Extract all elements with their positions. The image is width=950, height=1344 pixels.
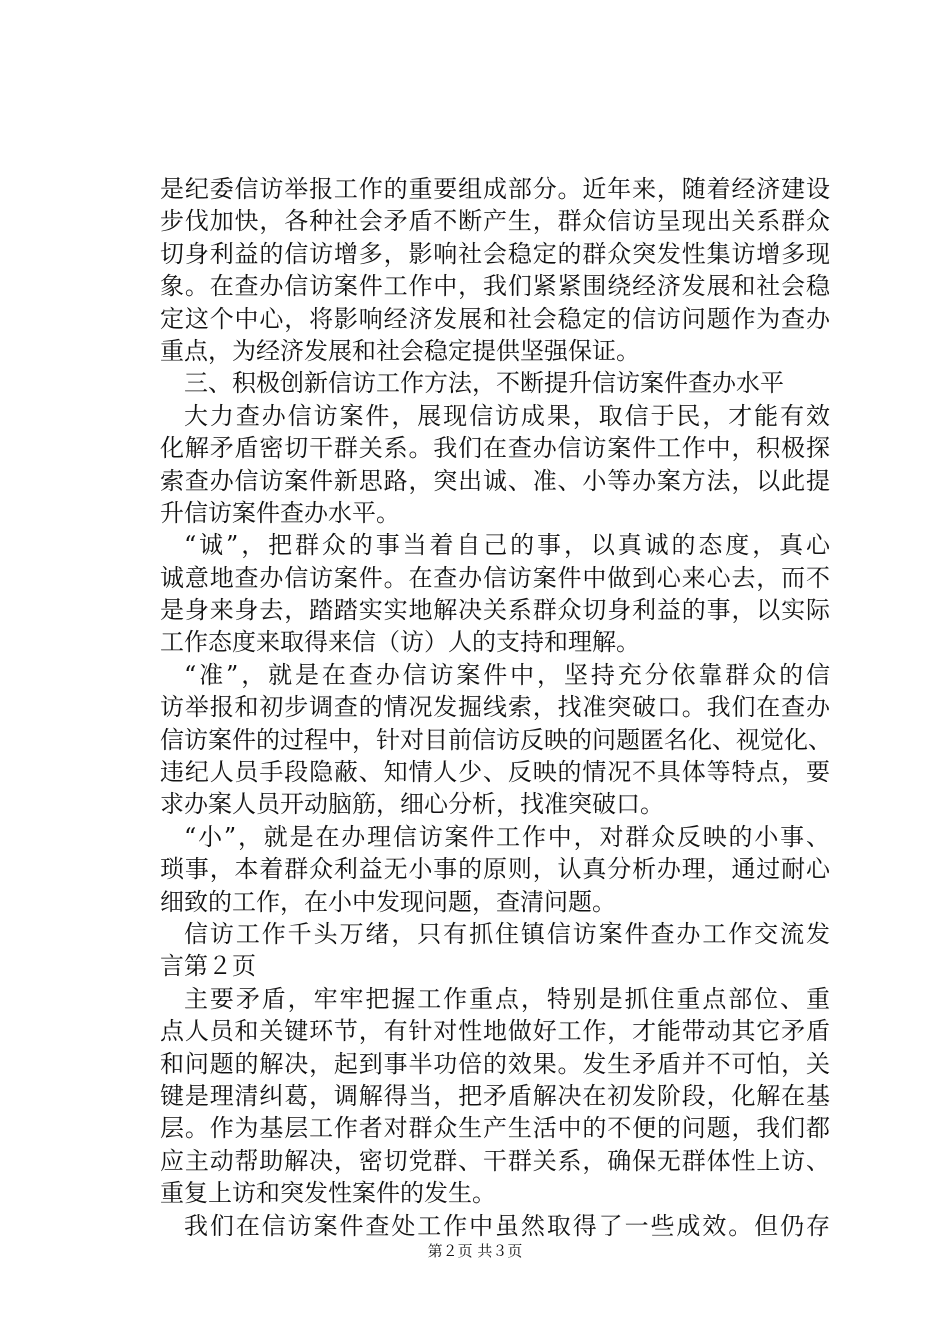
text-line: 是身来身去，踏踏实实地解决关系群众切身利益的事，以实际 bbox=[160, 596, 830, 625]
text-line: “诚”，把群众的事当着自己的事，以真诚的态度，真心 bbox=[184, 531, 830, 560]
text-line: 诚意地查办信访案件。在查办信访案件中做到心来心去，而不 bbox=[160, 563, 830, 592]
text-line: 步伐加快，各种社会矛盾不断产生，群众信访呈现出关系群众 bbox=[160, 207, 830, 236]
text-line: “小”，就是在办理信访案件工作中，对群众反映的小事、 bbox=[184, 822, 830, 851]
text-line: 定这个中心，将影响经济发展和社会稳定的信访问题作为查办 bbox=[160, 304, 830, 333]
text-line: 索查办信访案件新思路，突出诚、准、小等办案方法，以此提 bbox=[160, 466, 830, 495]
text-line: 象。在查办信访案件工作中，我们紧紧围绕经济发展和社会稳 bbox=[160, 272, 830, 301]
text-line: 三、积极创新信访工作方法，不断提升信访案件查办水平 bbox=[184, 369, 784, 398]
text-line: 细致的工作，在小中发现问题，查清问题。 bbox=[160, 887, 616, 916]
text-line: 主要矛盾，牢牢把握工作重点，特别是抓住重点部位、重 bbox=[184, 984, 830, 1013]
text-line: 信访案件的过程中，针对目前信访反映的问题匿名化、视觉化、 bbox=[160, 725, 832, 754]
text-line: 升信访案件查办水平。 bbox=[160, 498, 400, 527]
text-line: 求办案人员开动脑筋，细心分析，找准突破口。 bbox=[160, 790, 664, 819]
text-line: 点人员和关键环节，有针对性地做好工作，才能带动其它矛盾 bbox=[160, 1017, 830, 1046]
text-line: 违纪人员手段隐蔽、知情人少、反映的情况不具体等特点，要 bbox=[160, 758, 830, 787]
text-line: 信访工作千头万绪，只有抓住镇信访案件查办工作交流发 bbox=[184, 919, 830, 948]
text-line: 大力查办信访案件，展现信访成果，取信于民，才能有效 bbox=[184, 401, 830, 430]
text-line: 化解矛盾密切干群关系。我们在查办信访案件工作中，积极探 bbox=[160, 434, 830, 463]
text-line: 是纪委信访举报工作的重要组成部分。近年来，随着经济建设 bbox=[160, 175, 830, 203]
text-line: 和问题的解决，起到事半功倍的效果。发生矛盾并不可怕，关 bbox=[160, 1049, 830, 1078]
text-line: 键是理清纠葛，调解得当，把矛盾解决在初发阶段，化解在基 bbox=[160, 1081, 830, 1110]
text-line: 重点，为经济发展和社会稳定提供坚强保证。 bbox=[160, 336, 640, 365]
text-line: 切身利益的信访增多，影响社会稳定的群众突发性集访增多现 bbox=[160, 239, 830, 268]
text-line: 工作态度来取得来信（访）人的支持和理解。 bbox=[160, 628, 640, 657]
text-line: 言第２页 bbox=[160, 952, 256, 981]
page-footer: 第２页 共３页 bbox=[427, 1242, 523, 1260]
text-line: 重复上访和突发性案件的发生。 bbox=[160, 1179, 496, 1208]
text-line: 琐事，本着群众利益无小事的原则，认真分析办理，通过耐心 bbox=[160, 855, 830, 884]
document-body bbox=[160, 173, 830, 1242]
text-line: 访举报和初步调查的情况发掘线索，找准突破口。我们在查办 bbox=[160, 693, 830, 722]
text-line: 层。作为基层工作者对群众生产生活中的不便的问题，我们都 bbox=[160, 1114, 830, 1143]
text-line: 应主动帮助解决，密切党群、干群关系，确保无群体性上访、 bbox=[160, 1146, 830, 1175]
text-line: 我们在信访案件查处工作中虽然取得了一些成效。但仍存 bbox=[184, 1211, 830, 1240]
text-line: “准”，就是在查办信访案件中，坚持充分依靠群众的信 bbox=[184, 660, 830, 689]
